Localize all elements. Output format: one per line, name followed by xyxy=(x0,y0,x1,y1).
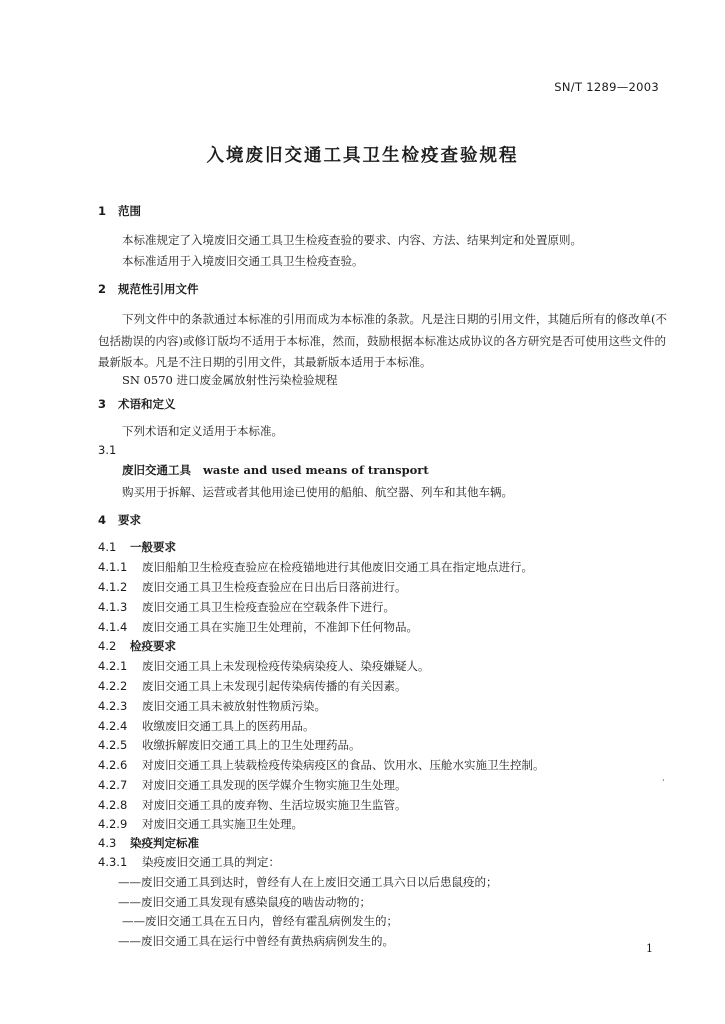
document-title: 入境废旧交通工具卫生检疫查验规程 xyxy=(206,146,519,166)
term-definition: 购买用于拆解、运营或者其他用途已使用的船舶、航空器、列车和其他车辆。 xyxy=(122,485,513,499)
bullet-item: ——废旧交通工具发现有感染鼠疫的啮齿动物的； xyxy=(118,895,371,909)
section-title: 要求 xyxy=(118,513,141,527)
section-2-heading xyxy=(98,281,199,297)
clause-item: 4.2.5 收缴拆解废旧交通工具上的卫生处理药品。 xyxy=(98,738,361,752)
clause-item: 4.2.2 废旧交通工具上未发现引起传染病传播的有关因素。 xyxy=(98,679,407,693)
section-1-heading xyxy=(98,203,141,219)
section-number: 1 xyxy=(98,204,107,218)
subsection-heading: 4.2 检疫要求 xyxy=(98,639,176,653)
bullet-item: ——废旧交通工具到达时，曾经有人在上废旧交通工具六日以后患鼠疫的； xyxy=(118,875,498,889)
paragraph: 下列术语和定义适用于本标准。 xyxy=(122,424,283,438)
clause-item: 4.1.1 废旧船舶卫生检疫查验应在检疫锚地进行其他废旧交通工具在指定地点进行。 xyxy=(98,560,533,574)
subsection-heading: 4.1 一般要求 xyxy=(98,540,176,554)
bullet-item: ——废旧交通工具在五日内，曾经有霍乱病例发生的； xyxy=(122,914,398,928)
paragraph: 本标准适用于入境废旧交通工具卫生检疫查验。 xyxy=(122,254,364,268)
clause-item: 4.2.7 对废旧交通工具发现的医学媒介生物实施卫生处理。 xyxy=(98,778,407,792)
clause-item: 4.2.1 废旧交通工具上未发现检疫传染病染疫人、染疫嫌疑人。 xyxy=(98,659,430,673)
page-number: 1 xyxy=(646,942,653,955)
section-number: 2 xyxy=(98,282,107,296)
section-number: 4 xyxy=(98,513,107,527)
clause-item: 4.2.4 收缴废旧交通工具上的医药用品。 xyxy=(98,719,315,733)
scan-mark: , xyxy=(662,773,665,783)
clause-item: 4.2.6 对废旧交通工具上装载检疫传染病疫区的食品、饮用水、压舱水实施卫生控制。 xyxy=(98,758,545,772)
clause-item: 4.3.1 染疫废旧交通工具的判定： xyxy=(98,855,280,869)
section-title: 范围 xyxy=(118,204,141,218)
clause-item: 4.1.3 废旧交通工具卫生检疫查验应在空载条件下进行。 xyxy=(98,600,395,614)
paragraph: 本标准规定了入境废旧交通工具卫生检疫查验的要求、内容、方法、结果判定和处置原则。 xyxy=(122,233,582,247)
section-4-heading xyxy=(98,512,141,528)
clause-item: 4.2.8 对废旧交通工具的废弃物、生活垃圾实施卫生监管。 xyxy=(98,798,407,812)
clause-item: 4.2.3 废旧交通工具未被放射性物质污染。 xyxy=(98,699,326,713)
clause-item: 4.2.9 对废旧交通工具实施卫生处理。 xyxy=(98,817,303,831)
term-cn: 废旧交通工具 xyxy=(122,463,191,477)
standard-code: SN/T 1289—2003 xyxy=(554,80,659,94)
bullet-item: ——废旧交通工具在运行中曾经有黄热病病例发生的。 xyxy=(118,934,394,948)
term-entry xyxy=(122,462,429,478)
subsection-heading: 4.3 染疫判定标准 xyxy=(98,836,199,850)
term-en: waste and used means of transport xyxy=(203,463,429,477)
clause-item: 4.1.2 废旧交通工具卫生检疫查验应在日出后日落前进行。 xyxy=(98,580,407,594)
paragraph: 下列文件中的条款通过本标准的引用而成为本标准的条款。凡是注日期的引用文件，其随后所有的修改单(不包括勘误的内容)或修订版均不适用于本标准，然而，鼓励根据本标准达成协议的各方研究是否可使用这些文件的最新版本。凡是不注日期的引用文件，其最新版本适用于本标准。 xyxy=(98,312,667,369)
clause-item: 4.1.4 废旧交通工具在实施卫生处理前，不准卸下任何物品。 xyxy=(98,620,418,634)
section-3-heading xyxy=(98,396,176,412)
section-title: 术语和定义 xyxy=(118,397,176,411)
term-number: 3.1 xyxy=(98,443,117,457)
section-title: 规范性引用文件 xyxy=(118,282,199,296)
section-number: 3 xyxy=(98,397,107,411)
reference-item: SN 0570 进口废金属放射性污染检验规程 xyxy=(122,373,338,387)
